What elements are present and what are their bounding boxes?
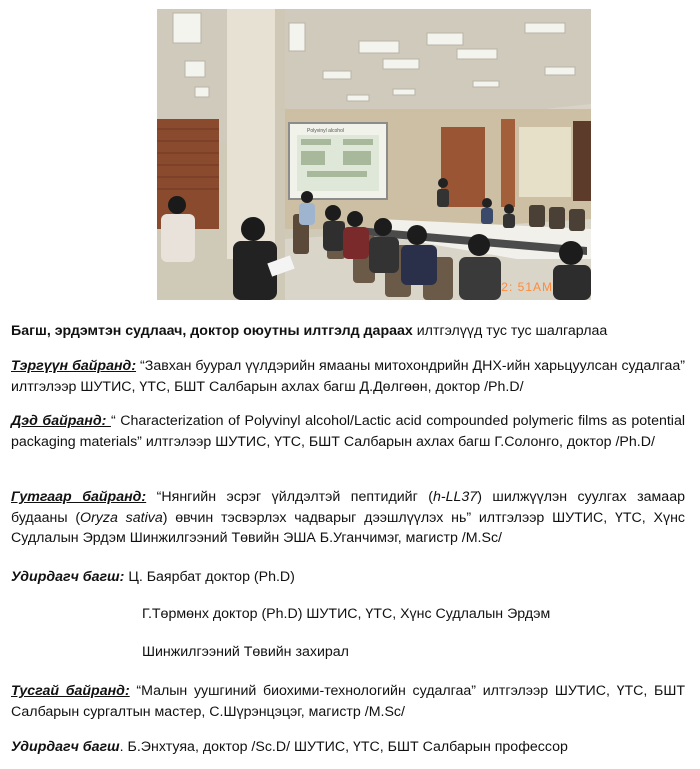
third-place-species: Oryza sativa [80,509,163,526]
first-place-text: “Завхан буурал үүлдэрийн ямааны митохондрийн ДНХ-ийн харьцуулсан судалгаа” илтгэлээр ШУТИС, ҮТС, БШТ Салбарын ахлах багш Д.Дөлгөөн, доктор /Ph.D/ [11,358,685,395]
special-place-paragraph [11,681,685,722]
advisors-2-text: . Б.Энхтуяа, доктор /Sc.D/ ШУТИС, ҮТС, БШТ Салбарын профессор [119,739,568,755]
second-place-label: Дэд байранд: [11,413,111,429]
third-place-text-b: ) шилжүүлэн суулгах замаар будааны ( [11,489,685,526]
conference-photo [157,9,591,300]
intro-bold: Багш, эрдэмтэн судлаач, доктор оюутны илтгэлд дараах [11,323,413,339]
screen-title: Polyvinyl alcohol [307,128,344,134]
advisors-2-label: Удирдагч багш [11,739,120,755]
intro-line [11,321,685,342]
second-place-text: “ Characterization of Polyvinyl alcohol/Lactic acid compounded polymeric films as potential packaging materials” илтгэлээр ШУТИС, ҮТС, БШТ Салбарын ахлах багш Г.Солонго, доктор /Ph.D/ [11,413,685,450]
advisors-1-name1: Ц. Баярбат доктор (Ph.D) [124,569,295,585]
third-place-gene: h-LL37 [433,489,478,505]
conference-scene [157,9,591,300]
intro-rest: илтгэлүүд тус тус шалгарлаа [412,323,608,339]
third-place-text-c: ) өвчин тэсвэрлэх чадварыг дээшлүүлэх нь” илтгэлээр ШУТИС, ҮТС, Хүнс Судлалын Эрдэм Шинжилгээний Төвийн ЭША Б.Уганчимэг, магистр /M.Sc/ [11,509,685,546]
first-place-label: Тэргүүн байранд: [11,358,137,374]
advisors-1-line3: Шинжилгээний Төвийн захирал [142,644,349,660]
advisors-2-line [11,737,685,758]
advisors-1-line2: Г.Төрмөнх доктор (Ph.D) ШУТИС, ҮТС, Хүнс Судлалын Эрдэм [142,606,551,622]
third-place-paragraph [11,487,685,549]
special-place-text: “Малын уушгиний биохими-технологийн судалгаа” илтгэлээр ШУТИС, ҮТС, БШТ Салбарын сургалтын мастер, С.Шүрэнцэцэг, магистр /M.Sc/ [11,683,685,720]
second-place-paragraph [11,411,685,452]
third-place-text-a: “Нянгийн эсрэг үйлдэлтэй пептидийг ( [146,489,434,505]
advisors-1-line1 [11,567,685,588]
special-place-label: Тусгай байранд: [11,683,130,699]
first-place-paragraph [11,356,685,397]
advisors-1-label: Удирдагч багш: [11,569,125,585]
third-place-label: Гутгаар байранд: [11,489,147,505]
photo-timestamp: 2: 51AM [501,280,553,294]
